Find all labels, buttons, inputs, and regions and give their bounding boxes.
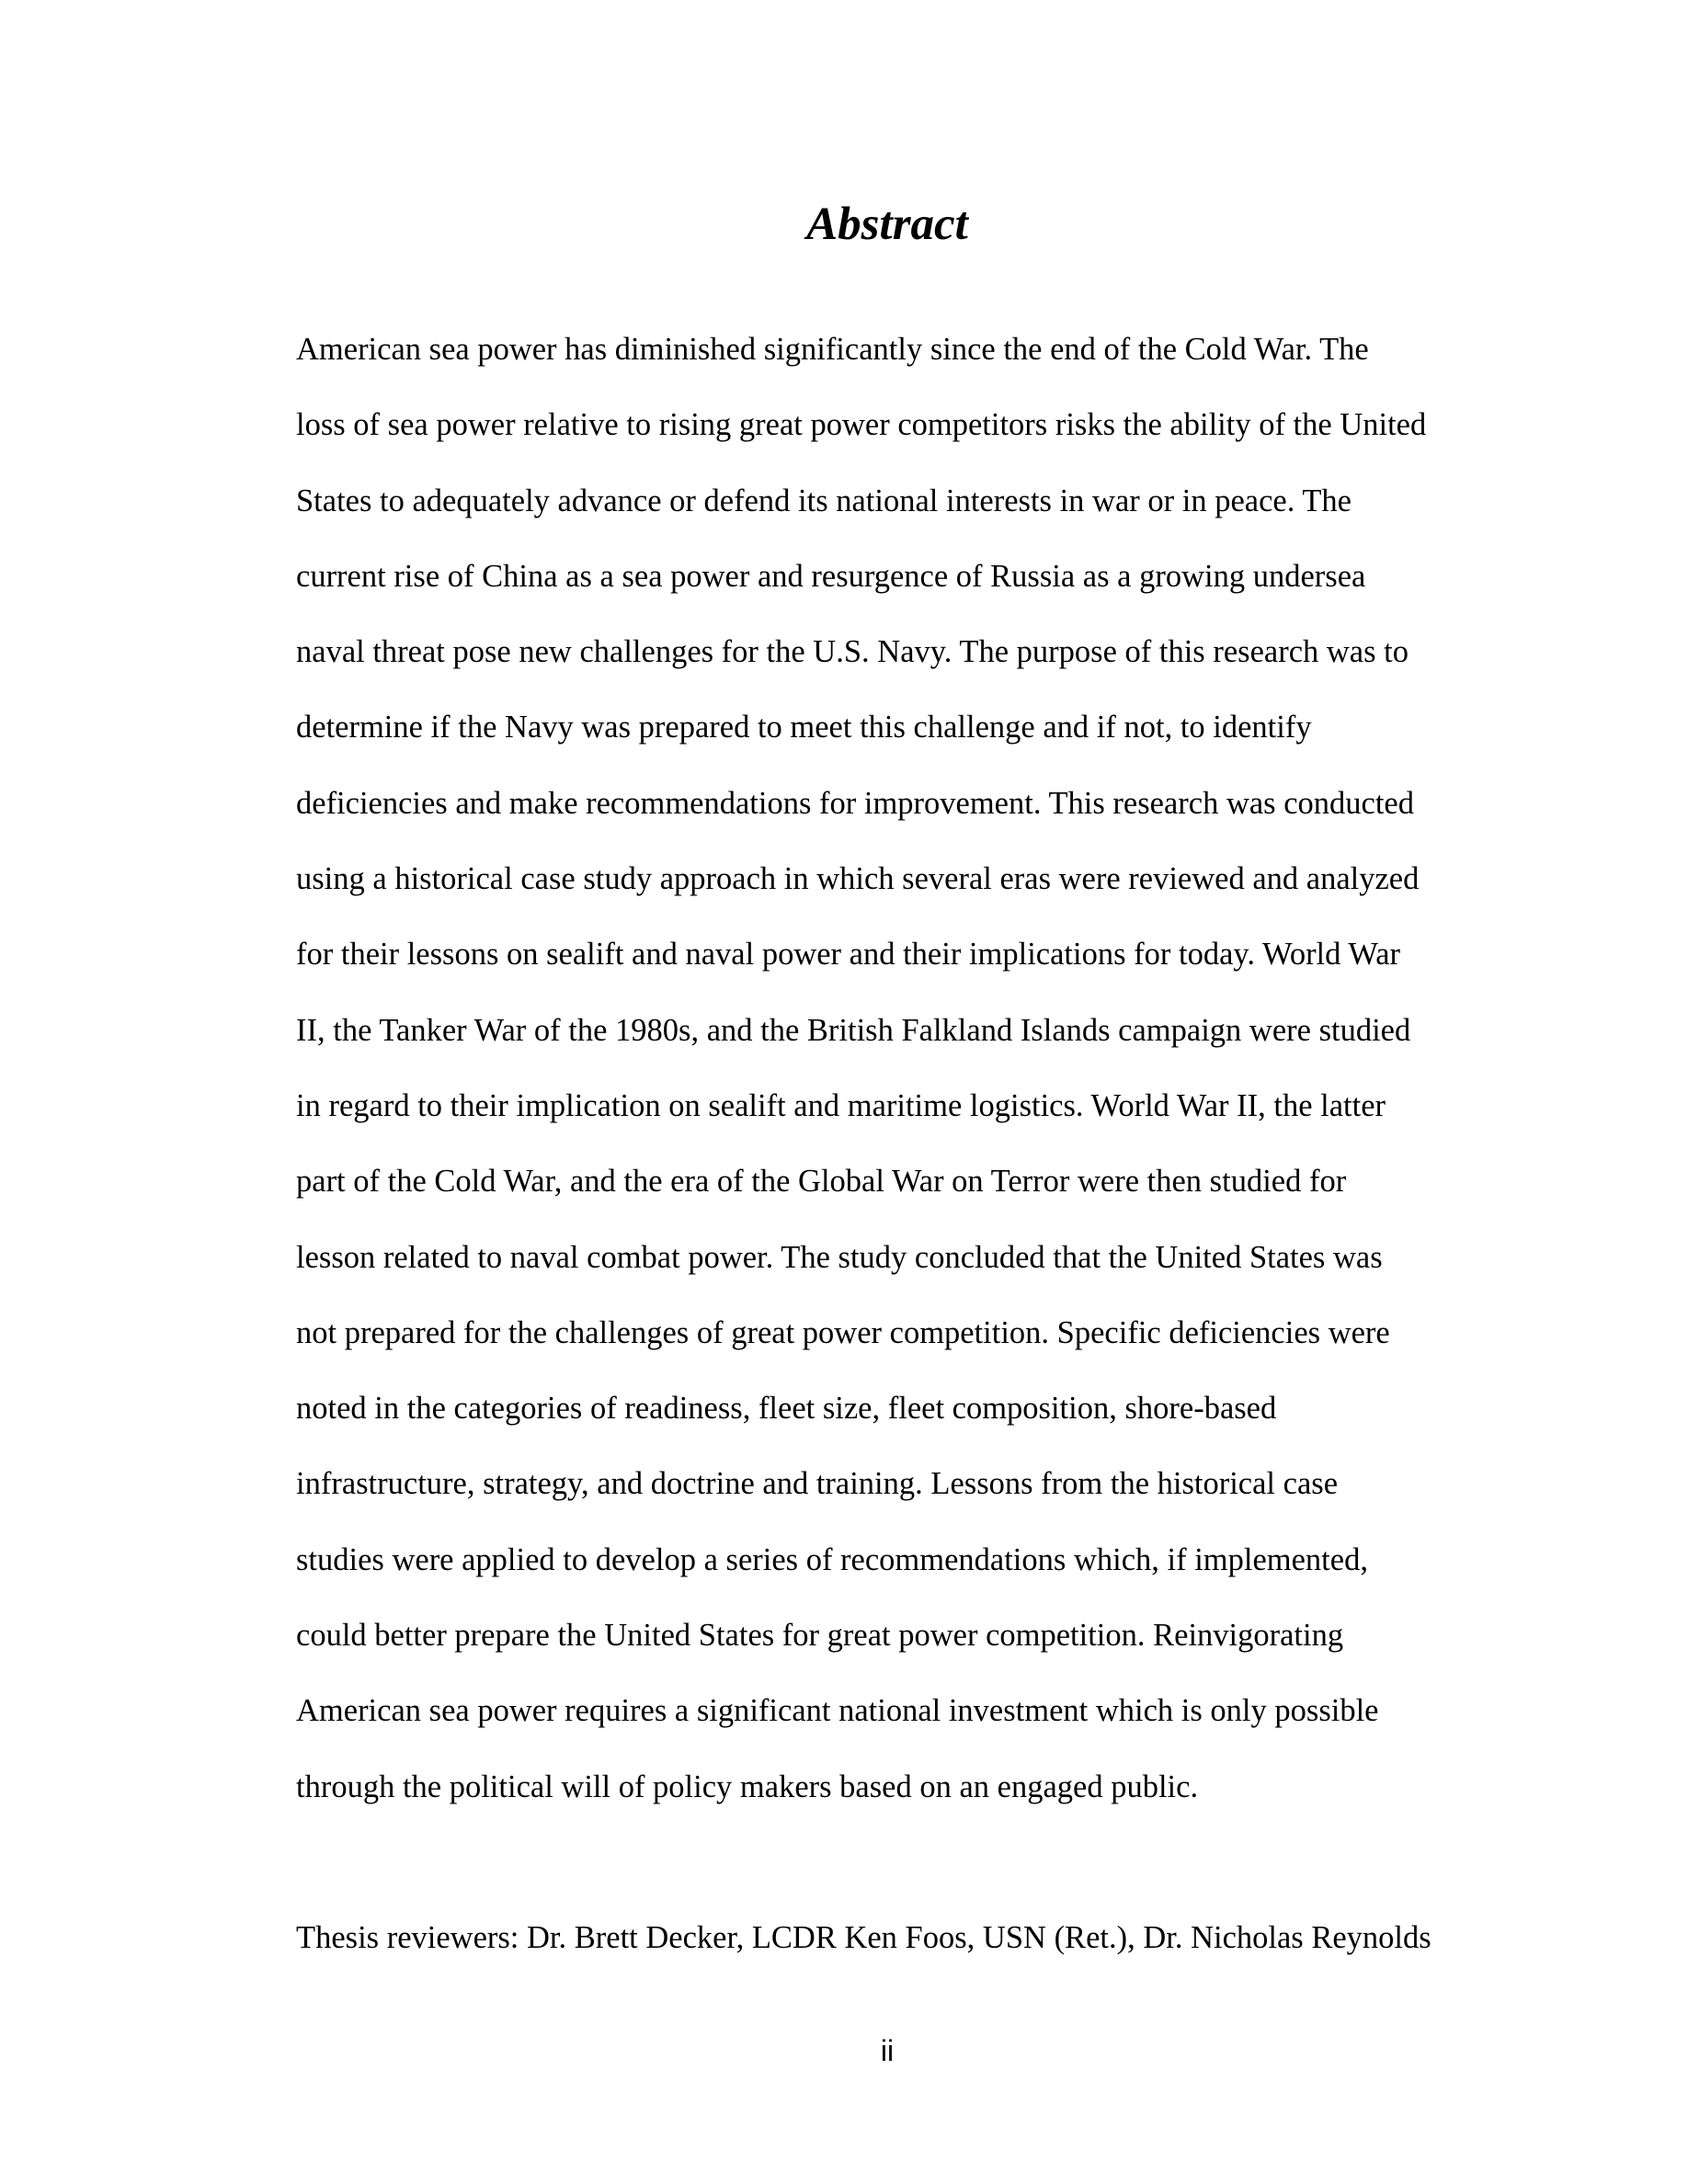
- abstract-line: determine if the Navy was prepared to meet this challenge and if not, to identify: [296, 710, 1312, 745]
- abstract-line: studies were applied to develop a series of recommendations which, if implemented,: [296, 1541, 1368, 1577]
- page-title: Abstract: [806, 199, 968, 250]
- page-number: ii: [880, 2034, 895, 2067]
- abstract-line: States to adequately advance or defend its national interests in war or in peace. The: [296, 483, 1352, 518]
- abstract-line: II, the Tanker War of the 1980s, and the British Falkland Islands campaign were studied: [296, 1012, 1411, 1048]
- abstract-body: [296, 322, 1491, 1835]
- abstract-line: American sea power requires a significant national investment which is only possible: [296, 1693, 1379, 1729]
- abstract-line: not prepared for the challenges of great power competition. Specific deficiencies were: [296, 1314, 1390, 1350]
- abstract-line: American sea power has diminished significantly since the end of the Cold War. The: [296, 332, 1369, 367]
- thesis-reviewers: Thesis reviewers: Dr. Brett Decker, LCDR Ken Foos, USN (Ret.), Dr. Nicholas Reynolds: [296, 1920, 1431, 1955]
- abstract-line: lesson related to naval combat power. The study concluded that the United States was: [296, 1239, 1383, 1275]
- abstract-line: using a historical case study approach in which several eras were reviewed and analyzed: [296, 861, 1420, 897]
- abstract-line: loss of sea power relative to rising great power competitors risks the ability of the United: [296, 407, 1427, 443]
- abstract-line: infrastructure, strategy, and doctrine and training. Lessons from the historical case: [296, 1466, 1339, 1502]
- abstract-line: naval threat pose new challenges for the U.S. Navy. The purpose of this research was to: [296, 634, 1409, 670]
- abstract-line: deficiencies and make recommendations for improvement. This research was conducted: [296, 785, 1414, 821]
- abstract-line: current rise of China as a sea power and resurgence of Russia as a growing undersea: [296, 558, 1366, 594]
- abstract-line: for their lessons on sealift and naval power and their implications for today. World War: [296, 937, 1400, 973]
- abstract-line: in regard to their implication on sealift and maritime logistics. World War II, the latter: [296, 1087, 1386, 1123]
- abstract-line: through the political will of policy makers based on an engaged public.: [296, 1769, 1199, 1804]
- abstract-line: part of the Cold War, and the era of the Global War on Terror were then studied for: [296, 1164, 1347, 1200]
- abstract-line: noted in the categories of readiness, fleet size, fleet composition, shore-based: [296, 1391, 1277, 1427]
- abstract-line: could better prepare the United States for great power competition. Reinvigorating: [296, 1618, 1344, 1654]
